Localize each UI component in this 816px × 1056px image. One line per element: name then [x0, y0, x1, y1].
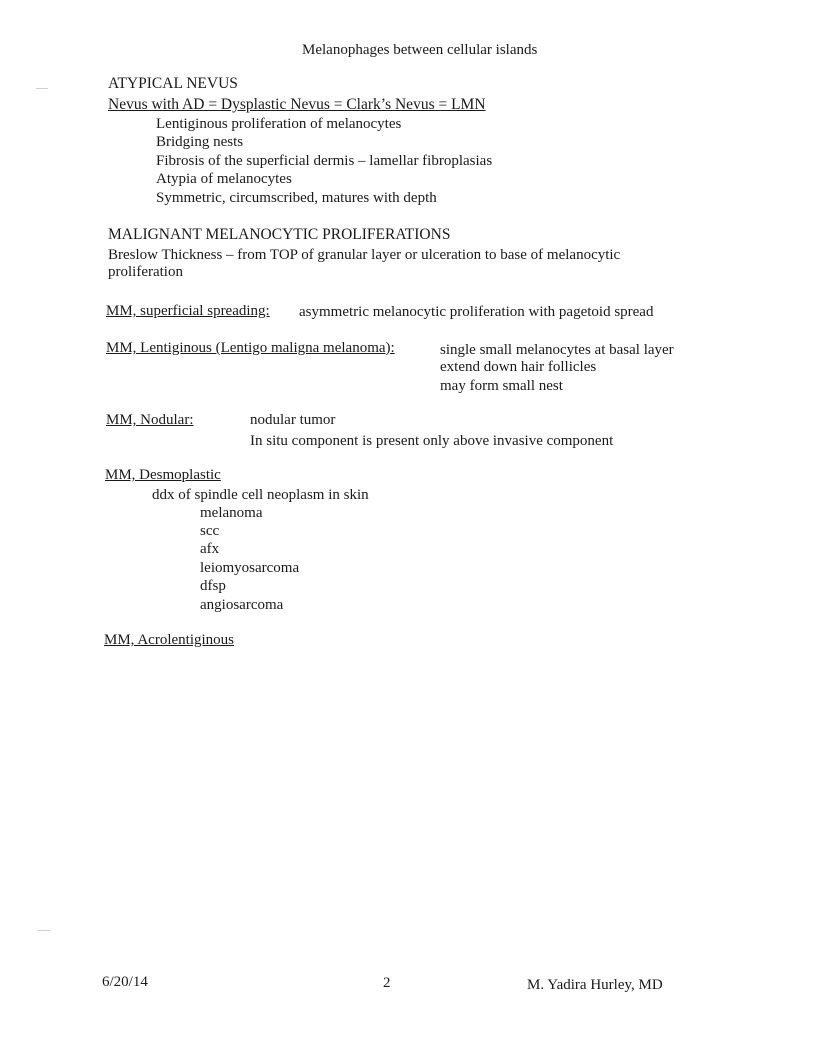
list-item: dfsp: [200, 578, 226, 594]
label-desmoplastic: MM, Desmoplastic: [105, 467, 221, 483]
list-item: afx: [200, 541, 220, 557]
list-item: melanoma: [200, 505, 263, 521]
footer-date: 6/20/14: [102, 974, 148, 990]
list-item: Lentiginous proliferation of melanocytes: [156, 116, 402, 132]
desc-lentiginous: may form small nest: [440, 378, 563, 394]
list-item: angiosarcoma: [200, 597, 284, 613]
breslow-line-1: Breslow Thickness – from TOP of granular layer or ulceration to base of melanocytic: [108, 247, 621, 263]
section-heading-atypical-nevus: ATYPICAL NEVUS: [108, 75, 238, 92]
subheading-nevus-with-ad: Nevus with AD = Dysplastic Nevus = Clark’s Nevus = LMN: [108, 96, 486, 113]
list-item: leiomyosarcoma: [200, 560, 300, 576]
label-superficial-spreading: MM, superficial spreading:: [106, 303, 270, 319]
breslow-line-2: proliferation: [108, 264, 183, 280]
label-lentiginous: MM, Lentiginous (Lentigo maligna melanoma):: [106, 340, 395, 356]
desc-nodular: In situ component is present only above invasive component: [250, 433, 614, 449]
list-item: Symmetric, circumscribed, matures with depth: [156, 190, 437, 206]
page-header: Melanophages between cellular islands: [302, 42, 538, 58]
desc-lentiginous: single small melanocytes at basal layer: [440, 342, 674, 358]
footer-page-number: 2: [383, 975, 391, 991]
scan-speck: [38, 930, 50, 931]
footer-author: M. Yadira Hurley, MD: [527, 977, 663, 993]
desc-lentiginous: extend down hair follicles: [440, 359, 597, 375]
list-item: Atypia of melanocytes: [156, 171, 292, 187]
list-item: Bridging nests: [156, 134, 244, 150]
desc-nodular: nodular tumor: [250, 412, 336, 428]
list-item: scc: [200, 523, 220, 539]
scan-speck: [36, 88, 48, 89]
desc-superficial-spreading: asymmetric melanocytic proliferation with pagetoid spread: [299, 304, 654, 320]
label-acrolentiginous: MM, Acrolentiginous: [104, 632, 234, 648]
desmoplastic-ddx: ddx of spindle cell neoplasm in skin: [152, 487, 369, 503]
label-nodular: MM, Nodular:: [106, 412, 194, 428]
list-item: Fibrosis of the superficial dermis – lamellar fibroplasias: [156, 153, 493, 169]
section-heading-malignant: MALIGNANT MELANOCYTIC PROLIFERATIONS: [108, 226, 451, 243]
